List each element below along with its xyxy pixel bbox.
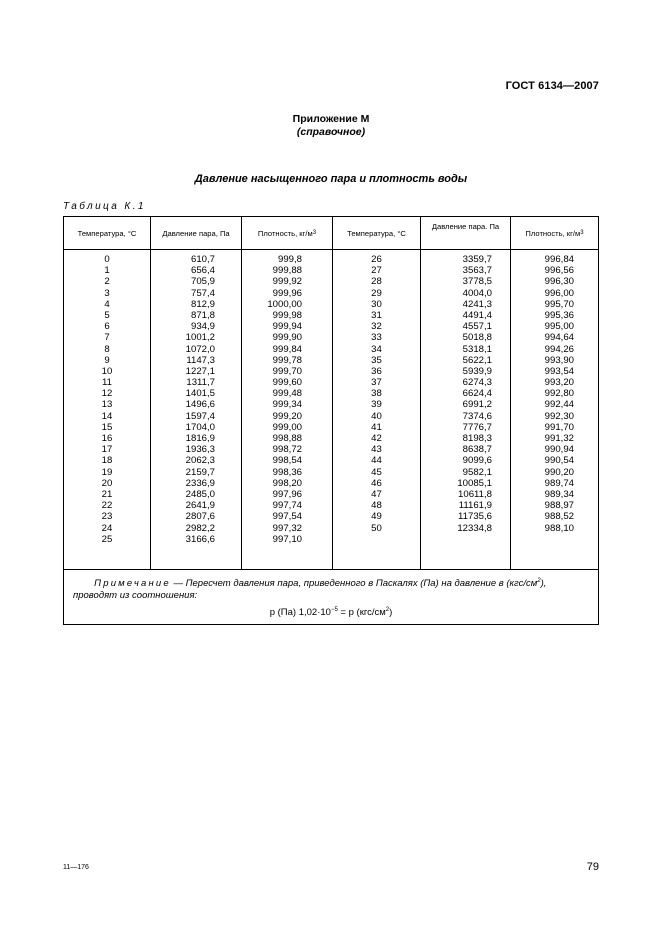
table-cell: 988,97 bbox=[544, 500, 574, 512]
header-density-1: Плотность, кг/м 3 bbox=[257, 228, 317, 238]
table-cell: 50 bbox=[371, 522, 382, 534]
table-cell: 5 bbox=[104, 309, 110, 321]
table-cell: 4 bbox=[104, 298, 110, 310]
table-cell: 2159,7 bbox=[185, 466, 215, 478]
left-pressure-column bbox=[151, 254, 215, 545]
table-cell: 6991,2 bbox=[462, 399, 492, 411]
table-cell: 47 bbox=[371, 488, 382, 500]
table-cell: 705,9 bbox=[190, 276, 215, 288]
table-cell: 3778,5 bbox=[462, 276, 492, 288]
table-cell: 1001,2 bbox=[185, 332, 215, 344]
header-density-2: Плотность, кг/м 3 bbox=[525, 228, 584, 238]
table-cell: 8638,7 bbox=[462, 444, 492, 456]
table-cell: 43 bbox=[371, 444, 382, 456]
table-cell: 999,34 bbox=[272, 399, 302, 411]
table-cell: 6 bbox=[104, 321, 110, 333]
table-cell: 26 bbox=[371, 254, 382, 265]
right-density-column bbox=[511, 254, 574, 534]
table-cell: 989,74 bbox=[544, 477, 574, 489]
table-cell: 988,10 bbox=[544, 522, 574, 534]
table-cell: 992,80 bbox=[544, 388, 574, 400]
table-cell: 999,60 bbox=[272, 377, 302, 389]
table-cell: 8198,3 bbox=[462, 433, 492, 444]
table-cell: 999,84 bbox=[272, 343, 302, 355]
table-cell: 999,00 bbox=[272, 421, 302, 433]
table-cell: 995,36 bbox=[544, 309, 574, 321]
table-cell: 1401,5 bbox=[185, 388, 215, 400]
table-cell: 9099,6 bbox=[462, 455, 492, 467]
table-cell: 7374,6 bbox=[462, 410, 492, 422]
table-cell: 995,70 bbox=[544, 298, 574, 310]
table-cell: 3563,7 bbox=[462, 265, 492, 277]
table-cell: 2 bbox=[104, 276, 110, 288]
table-cell: 997,96 bbox=[272, 488, 302, 500]
table-cell: 12334,8 bbox=[457, 522, 492, 534]
table-cell: 27 bbox=[371, 265, 382, 277]
table-cell: 757,4 bbox=[190, 287, 215, 299]
table-cell: 994,64 bbox=[544, 332, 574, 344]
table-cell: 1816,9 bbox=[185, 433, 215, 444]
table-cell: 993,90 bbox=[544, 354, 574, 366]
table-cell: 44 bbox=[371, 455, 382, 467]
annex-subtitle: (справочное) bbox=[296, 126, 366, 138]
note-divider bbox=[64, 569, 598, 570]
page-number: 79 bbox=[586, 861, 599, 873]
table-cell: 871,8 bbox=[190, 309, 215, 321]
table-cell: 993,20 bbox=[544, 377, 574, 389]
table-cell: 6274,3 bbox=[462, 377, 492, 389]
note-text: — Пересчет давления пара, приведенного в Паскалях (Па) на давление в (кгс/см bbox=[170, 578, 538, 590]
table-cell: 1311,7 bbox=[186, 377, 215, 389]
table-cell: 998,72 bbox=[272, 444, 302, 456]
table-cell: 997,74 bbox=[272, 500, 302, 512]
table-cell: 11161,9 bbox=[458, 500, 492, 512]
table-cell: 990,54 bbox=[544, 455, 574, 467]
table-note: Примечание — Пересчет давления пара, приведенного в Паскалях (Па) на давление в $(кгс/см^2)$, проводят из соотношения: bbox=[73, 578, 547, 602]
table-cell: 1496,6 bbox=[185, 399, 215, 411]
table-cell: 15 bbox=[101, 421, 113, 433]
table-cell: 40 bbox=[371, 410, 382, 422]
table-cell: 14 bbox=[101, 410, 113, 422]
left-temperature-column bbox=[64, 254, 150, 545]
table-cell: 990,20 bbox=[544, 466, 574, 478]
table-cell: 11 bbox=[102, 377, 112, 389]
table-cell: 8 bbox=[104, 343, 110, 355]
table-cell: 1704,0 bbox=[185, 421, 215, 433]
table-cell: 22 bbox=[101, 500, 113, 512]
table-cell: 656,4 bbox=[190, 265, 215, 277]
table-cell: 35 bbox=[371, 354, 382, 366]
table-cell: 997,32 bbox=[272, 522, 302, 534]
table-cell: 1000,00 bbox=[267, 298, 302, 310]
table-cell: 21 bbox=[101, 488, 113, 500]
table-cell: 999,70 bbox=[272, 365, 302, 377]
table-cell: 46 bbox=[371, 477, 382, 489]
table-cell: 998,88 bbox=[272, 433, 302, 444]
table-cell: 9 bbox=[104, 354, 110, 366]
table-cell: 23 bbox=[101, 511, 113, 523]
header-temperature-2: Температура, °С bbox=[347, 228, 406, 238]
table-cell: 33 bbox=[371, 332, 382, 344]
document-title: Давление насыщенного пара и плотность воды bbox=[194, 173, 468, 185]
note-label: Примечание bbox=[94, 578, 171, 590]
table-cell: 999,8 bbox=[277, 254, 302, 265]
conversion-formula: p (Па) $1,02\cdot 10^{-5} = p$ $(кгс/см^2)$ bbox=[269, 607, 393, 619]
table-cell: 38 bbox=[371, 388, 382, 400]
table-cell: 812,9 bbox=[190, 298, 215, 310]
table-cell: 10085,1 bbox=[457, 477, 492, 489]
table-cell: 39 bbox=[371, 399, 382, 411]
table-cell: 2336,9 bbox=[185, 477, 215, 489]
table-cell: 12 bbox=[101, 388, 113, 400]
table-cell: 1936,3 bbox=[185, 444, 215, 456]
table-cell: 3359,7 bbox=[462, 254, 492, 265]
table-cell: 0 bbox=[104, 254, 110, 265]
table-cell: 4004,0 bbox=[462, 287, 492, 299]
table-cell: 2982,2 bbox=[185, 522, 215, 534]
table-cell: 9582,1 bbox=[462, 466, 492, 478]
table-cell: 991,32 bbox=[544, 433, 574, 444]
table-cell: 998,20 bbox=[272, 477, 302, 489]
table-cell: 996,84 bbox=[544, 254, 574, 265]
table-cell: 16 bbox=[101, 433, 113, 444]
table-cell: 49 bbox=[371, 511, 382, 523]
table-cell: 610,7 bbox=[190, 254, 215, 265]
table-cell: 11735,6 bbox=[458, 511, 492, 523]
header-pressure-2: Давление пара. Па bbox=[431, 222, 500, 231]
table-cell: 999,92 bbox=[272, 276, 302, 288]
table-cell: 4491,4 bbox=[462, 309, 492, 321]
table-cell: 994,26 bbox=[544, 343, 574, 355]
table-cell: 999,88 bbox=[272, 265, 302, 277]
table-cell: 999,78 bbox=[272, 354, 302, 366]
table-cell: 48 bbox=[371, 500, 382, 512]
table-cell: 996,56 bbox=[544, 265, 574, 277]
table-cell: 5622,1 bbox=[462, 354, 492, 366]
table-cell: 1147,3 bbox=[186, 354, 215, 366]
table-cell: 995,00 bbox=[544, 321, 574, 333]
table-cell: 992,44 bbox=[544, 399, 574, 411]
table-cell: 996,00 bbox=[544, 287, 574, 299]
table-cell: 997,10 bbox=[272, 533, 302, 545]
table-cell: 20 bbox=[101, 477, 113, 489]
right-temperature-column bbox=[333, 254, 420, 534]
table-cell: 25 bbox=[101, 533, 113, 545]
table-caption: Таблица К.1 bbox=[63, 201, 146, 212]
table-cell: 4557,1 bbox=[462, 321, 492, 333]
table-cell: 3166,6 bbox=[185, 533, 215, 545]
table-cell: 1597,4 bbox=[185, 410, 215, 422]
table-cell: 989,34 bbox=[544, 488, 574, 500]
table-cell: 996,30 bbox=[544, 276, 574, 288]
header-divider bbox=[64, 249, 598, 250]
data-table bbox=[63, 216, 599, 625]
header-temperature-1: Температура, °С bbox=[77, 228, 137, 238]
header-pressure-1: Давление пара, Па bbox=[162, 228, 230, 238]
table-cell: 4241,3 bbox=[462, 298, 492, 310]
annex-title: Приложение М bbox=[292, 113, 370, 125]
table-cell: 993,54 bbox=[544, 365, 574, 377]
table-cell: 24 bbox=[101, 522, 113, 534]
standard-code: ГОСТ 6134—2007 bbox=[505, 80, 599, 92]
table-cell: 32 bbox=[371, 321, 382, 333]
table-cell: 10611,8 bbox=[458, 488, 492, 500]
table-cell: 45 bbox=[371, 466, 382, 478]
table-cell: 2641,9 bbox=[185, 500, 215, 512]
table-cell: 999,48 bbox=[272, 388, 302, 400]
table-cell: 36 bbox=[371, 365, 382, 377]
table-cell: 5318,1 bbox=[462, 343, 492, 355]
table-cell: 998,36 bbox=[272, 466, 302, 478]
table-cell: 3 bbox=[104, 287, 110, 299]
table-cell: 18 bbox=[101, 455, 113, 467]
table-cell: 2807,6 bbox=[185, 511, 215, 523]
table-cell: 34 bbox=[371, 343, 382, 355]
table-cell: 13 bbox=[101, 399, 113, 411]
table-cell: 10 bbox=[101, 365, 113, 377]
table-cell: 7776,7 bbox=[462, 421, 492, 433]
table-cell: 999,90 bbox=[272, 332, 302, 344]
footer-code: 11—176 bbox=[63, 864, 89, 871]
table-cell: 997,54 bbox=[272, 511, 302, 523]
right-pressure-column bbox=[421, 254, 492, 534]
table-cell: 37 bbox=[371, 377, 382, 389]
table-cell: 2062,3 bbox=[185, 455, 215, 467]
table-cell: 990,94 bbox=[544, 444, 574, 456]
table-cell: 999,94 bbox=[272, 321, 302, 333]
table-cell: 42 bbox=[371, 433, 382, 444]
table-cell: 991,70 bbox=[544, 421, 574, 433]
table-cell: 999,20 bbox=[272, 410, 302, 422]
table-cell: 7 bbox=[104, 332, 110, 344]
table-cell: 29 bbox=[371, 287, 382, 299]
table-cell: 2485,0 bbox=[185, 488, 215, 500]
table-cell: 934,9 bbox=[190, 321, 215, 333]
table-cell: 988,52 bbox=[544, 511, 574, 523]
table-cell: 6624,4 bbox=[462, 388, 492, 400]
table-cell: 19 bbox=[101, 466, 113, 478]
table-cell: 5018,8 bbox=[462, 332, 492, 344]
table-cell: 28 bbox=[371, 276, 382, 288]
table-cell: 5939,9 bbox=[462, 365, 492, 377]
table-cell: 1 bbox=[104, 265, 110, 277]
left-density-column bbox=[242, 254, 302, 545]
table-cell: 999,98 bbox=[272, 309, 302, 321]
table-cell: 992,30 bbox=[544, 410, 574, 422]
table-cell: 1072,0 bbox=[185, 343, 215, 355]
table-cell: 30 bbox=[371, 298, 382, 310]
table-cell: 999,96 bbox=[272, 287, 302, 299]
table-cell: 1227,1 bbox=[185, 365, 215, 377]
table-cell: 998,54 bbox=[272, 455, 302, 467]
table-cell: 41 bbox=[371, 421, 382, 433]
table-cell: 31 bbox=[371, 309, 382, 321]
table-cell: 17 bbox=[101, 444, 113, 456]
